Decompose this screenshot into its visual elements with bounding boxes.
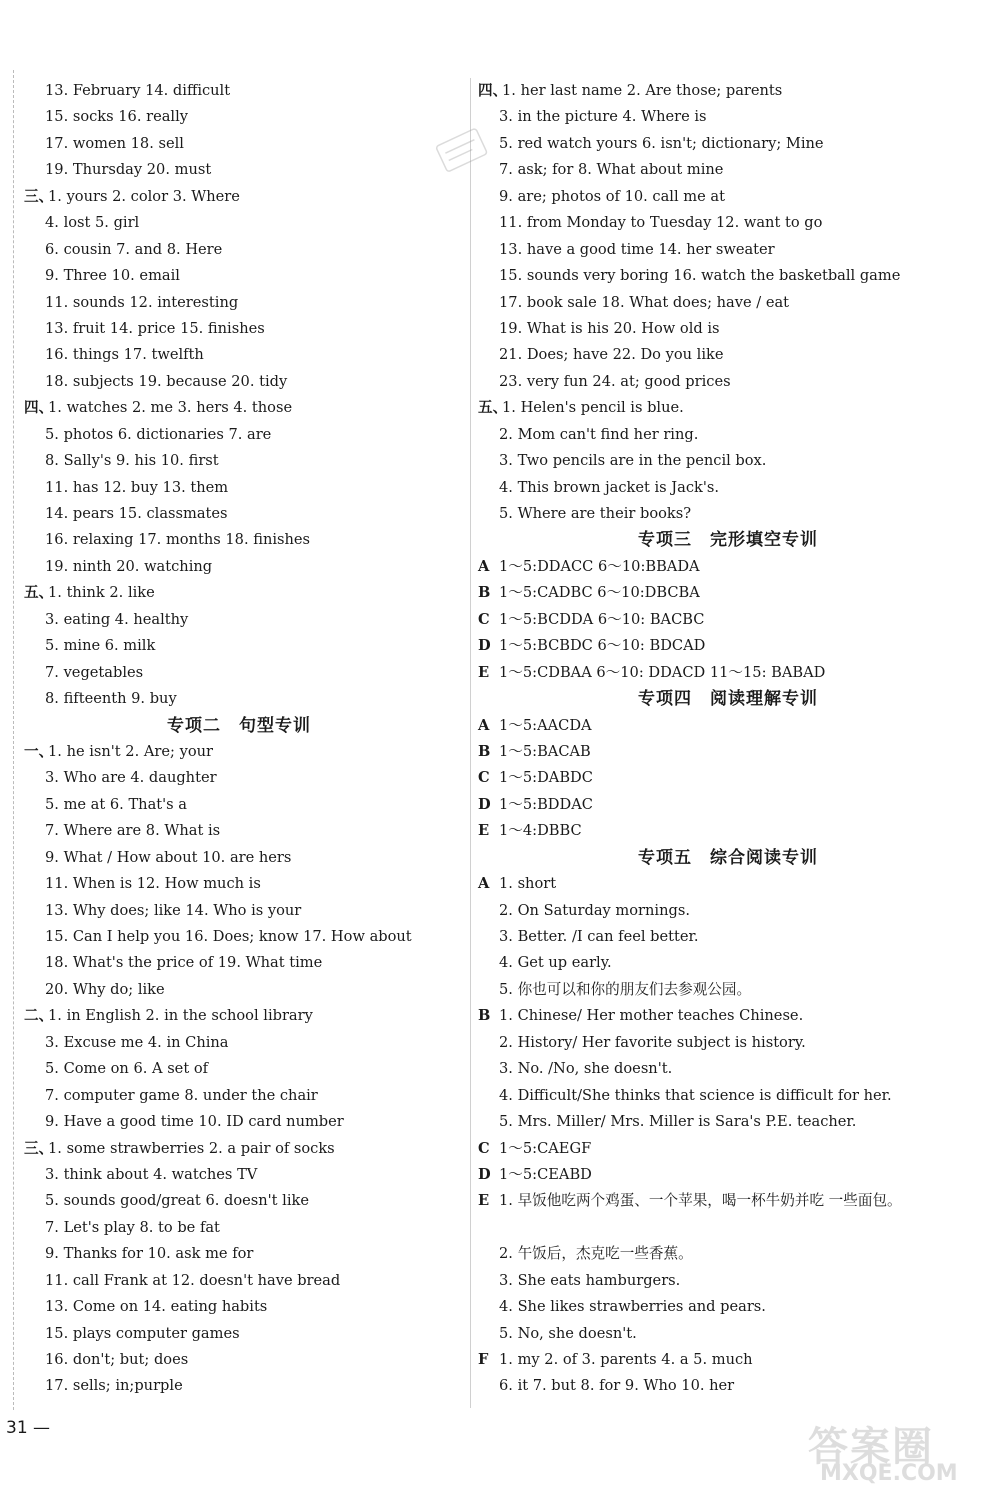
answer-line <box>478 765 978 791</box>
question-group-label: B <box>478 742 491 760</box>
question-group-label: F <box>478 1351 489 1369</box>
answer-text: 13. February 14. difficult <box>45 82 231 99</box>
answer-line <box>24 131 454 157</box>
answer-line <box>24 580 454 606</box>
answer-line <box>24 792 454 818</box>
answer-line <box>478 316 978 342</box>
answer-text: 21. Does; have 22. Do you like <box>499 346 724 364</box>
question-group-label: C <box>478 1139 490 1157</box>
answer-text: 11. When is 12. How much is <box>45 875 261 893</box>
answer-line <box>24 818 454 844</box>
right-column <box>478 78 978 1400</box>
answer-text: 1～5:BCBDC 6～10: BDCAD <box>499 637 706 655</box>
answer-text: 9. What / How about 10. are hers <box>45 848 292 866</box>
answer-line <box>24 686 454 712</box>
question-group-label: D <box>478 795 491 813</box>
answer-line <box>478 871 978 897</box>
answer-line <box>24 924 454 950</box>
answer-text: 1. think 2. like <box>48 584 155 602</box>
column-divider <box>470 78 471 1408</box>
answer-line <box>478 580 978 606</box>
answer-text: 15. socks 16. really <box>45 108 189 126</box>
answer-text: 1. watches 2. me 3. hers 4. those <box>48 399 293 417</box>
answer-line <box>24 633 454 659</box>
answer-text: 16. don't; but; does <box>45 1351 189 1368</box>
answer-text: 13. fruit 14. price 15. finishes <box>45 319 265 337</box>
answer-line <box>478 1109 978 1135</box>
answer-text: 16. relaxing 17. months 18. finishes <box>45 531 311 549</box>
answer-text: 1. yours 2. color 3. Where <box>48 187 240 205</box>
answer-line <box>24 475 454 501</box>
answer-text: 17. women 18. sell <box>45 134 184 152</box>
answer-line <box>24 607 454 633</box>
answer-text: 18. subjects 19. because 20. tidy <box>45 372 288 390</box>
answer-line <box>24 422 454 448</box>
section-header-text: 专项三 完形填空专训 <box>638 530 818 551</box>
answer-text: 5. Come on 6. A set of <box>45 1060 209 1078</box>
answer-text: 18. What's the price of 19. What time <box>45 954 323 972</box>
answer-text: 5. Mrs. Miller/ Mrs. Miller is Sara's P.E. teacher. <box>499 1113 857 1131</box>
answer-text: 7. Let's play 8. to be fat <box>45 1218 220 1236</box>
answer-line <box>24 104 454 130</box>
answer-line <box>24 554 454 580</box>
answer-line <box>24 237 454 263</box>
answer-line <box>478 818 978 844</box>
answer-text: 1～5:AACDA <box>499 716 592 734</box>
answer-text: 7. ask; for 8. What about mine <box>499 161 724 179</box>
answer-text: 7. computer game 8. under the chair <box>45 1086 318 1104</box>
answer-line <box>478 1294 978 1320</box>
answer-text: 9. Thanks for 10. ask me for <box>45 1245 254 1263</box>
section-header <box>478 845 978 871</box>
answer-text: 13. Come on 14. eating habits <box>45 1298 268 1316</box>
answer-line <box>24 950 454 976</box>
answer-text: 7. vegetables <box>45 663 144 681</box>
answer-line <box>478 1347 978 1373</box>
answer-line <box>24 845 454 871</box>
answer-text: 4. She likes strawberries and pears. <box>499 1298 766 1316</box>
section-header-text: 专项二 句型专训 <box>167 715 311 736</box>
binding-margin-line <box>13 70 14 1410</box>
answer-text: 8. fifteenth 9. buy <box>45 690 177 708</box>
question-group-label: E <box>478 1192 490 1210</box>
answer-line <box>478 898 978 924</box>
answer-line <box>24 1373 454 1399</box>
answer-text: 1～5:CEABD <box>499 1165 592 1183</box>
question-group-label: 三、 <box>24 187 54 205</box>
answer-line <box>24 157 454 183</box>
answer-text: 3. Excuse me 4. in China <box>45 1033 229 1051</box>
answer-text: 1～5:BACAB <box>499 742 591 760</box>
question-group-label: A <box>478 557 490 575</box>
answer-line <box>24 898 454 924</box>
answer-line <box>24 660 454 686</box>
section-header-text: 专项五 综合阅读专训 <box>638 847 818 868</box>
question-group-label: B <box>478 1007 491 1025</box>
site-watermark <box>800 1415 990 1490</box>
answer-line <box>478 395 978 421</box>
question-group-label: D <box>478 637 491 655</box>
answer-line <box>478 1030 978 1056</box>
answer-text: 19. ninth 20. watching <box>45 557 213 575</box>
answer-text: 1～5:BDDAC <box>499 795 593 813</box>
answer-line <box>478 475 978 501</box>
answer-text: 9. Three 10. email <box>45 267 180 285</box>
answer-line <box>24 1109 454 1135</box>
answer-text: 19. Thursday 20. must <box>45 161 212 179</box>
answer-text: 11. call Frank at 12. doesn't have bread <box>45 1271 341 1289</box>
answer-line <box>478 210 978 236</box>
question-group-label: E <box>478 822 490 840</box>
answer-text: 5. 你也可以和你的朋友们去参观公园。 <box>499 980 752 998</box>
answer-line <box>478 1373 978 1399</box>
question-group-label: 四、 <box>24 399 54 417</box>
question-group-label: 二、 <box>24 1007 54 1025</box>
answer-text: 6. cousin 7. and 8. Here <box>45 240 223 258</box>
answer-text: 5. mine 6. milk <box>45 637 156 655</box>
answer-text: 1～5:CAEGF <box>499 1139 592 1157</box>
answer-line <box>478 78 978 104</box>
answer-line <box>478 263 978 289</box>
answer-text: 11. from Monday to Tuesday 12. want to go <box>499 214 823 232</box>
page-number: 31 — <box>6 1418 51 1438</box>
section-header-text: 专项四 阅读理解专训 <box>638 689 818 710</box>
answer-line <box>478 369 978 395</box>
answer-line <box>24 1003 454 1029</box>
answer-text: 9. Have a good time 10. ID card number <box>45 1113 344 1131</box>
left-column <box>24 78 454 1400</box>
answer-line <box>24 1347 454 1373</box>
answer-line <box>24 1241 454 1267</box>
answer-text: 3. She eats hamburgers. <box>499 1271 681 1289</box>
answer-line <box>24 342 454 368</box>
answer-text: 3. in the picture 4. Where is <box>499 108 707 126</box>
answer-line <box>478 104 978 130</box>
question-group-label: C <box>478 769 490 787</box>
answer-line <box>478 290 978 316</box>
answer-text: 4. Difficult/She thinks that science is difficult for her. <box>499 1086 892 1104</box>
answer-line <box>478 554 978 580</box>
answer-line <box>478 1162 978 1188</box>
section-header <box>478 527 978 553</box>
answer-text: 11. sounds 12. interesting <box>45 293 239 311</box>
answer-line <box>24 765 454 791</box>
question-group-label: 五、 <box>478 399 508 417</box>
answer-text: 14. pears 15. classmates <box>45 505 228 522</box>
answer-line <box>478 342 978 368</box>
answer-line <box>478 713 978 739</box>
question-group-label: 三、 <box>24 1139 54 1157</box>
answer-line <box>478 924 978 950</box>
question-group-label: E <box>478 663 490 681</box>
answer-line <box>478 448 978 474</box>
answer-line <box>478 1056 978 1082</box>
answer-text: 4. lost 5. girl <box>45 214 140 232</box>
answer-line <box>24 977 454 1003</box>
answer-line <box>478 157 978 183</box>
answer-text: 20. Why do; like <box>45 980 165 998</box>
answer-text: 23. very fun 24. at; good prices <box>499 372 731 390</box>
answer-text: 1. my 2. of 3. parents 4. a 5. much <box>499 1351 753 1369</box>
answer-line <box>478 1321 978 1347</box>
answer-text: 1. her last name 2. Are those; parents <box>502 82 783 99</box>
answer-line <box>478 950 978 976</box>
answer-text: 15. Can I help you 16. Does; know 17. How about <box>45 928 412 945</box>
answer-text: 5. me at 6. That's a <box>45 795 187 813</box>
answer-text: 1. short <box>499 875 557 893</box>
answer-line <box>24 527 454 553</box>
answer-text: 1～4:DBBC <box>499 822 582 840</box>
answer-line <box>24 739 454 765</box>
answer-text: 1. in English 2. in the school library <box>48 1007 313 1025</box>
answer-text: 6. it 7. but 8. for 9. Who 10. her <box>499 1377 735 1395</box>
answer-line <box>24 184 454 210</box>
answer-line <box>478 739 978 765</box>
answer-text: 4. This brown jacket is Jack's. <box>499 478 720 496</box>
answer-text: 11. has 12. buy 13. them <box>45 478 229 496</box>
watermark-logo-text: 答案圈 <box>808 1424 934 1470</box>
answer-text: 1. he isn't 2. Are; your <box>48 742 213 760</box>
answer-line <box>24 1136 454 1162</box>
answer-text: 3. think about 4. watches TV <box>45 1165 258 1183</box>
answer-text: 1～5:DABDC <box>499 769 593 787</box>
faint-stamp-mark <box>432 126 492 176</box>
answer-text: 7. Where are 8. What is <box>45 822 221 840</box>
answer-text: 16. things 17. twelfth <box>45 346 204 364</box>
answer-line <box>478 237 978 263</box>
answer-line <box>24 395 454 421</box>
answer-text: 15. plays computer games <box>45 1324 240 1342</box>
answer-line <box>24 1294 454 1320</box>
answer-text: 3. eating 4. healthy <box>45 610 189 628</box>
answer-line <box>24 871 454 897</box>
question-group-label: A <box>478 716 490 734</box>
answer-line <box>24 369 454 395</box>
section-header <box>478 686 978 712</box>
answer-line <box>24 1268 454 1294</box>
watermark-url: MXQE.COM <box>820 1461 958 1486</box>
answer-line <box>478 792 978 818</box>
answer-text: 1～5:CDBAA 6～10: DDACD 11～15: BABAD <box>499 663 826 681</box>
answer-text: 3. Better. /I can feel better. <box>499 928 699 945</box>
answer-text: 5. red watch yours 6. isn't; dictionary; Mine <box>499 134 824 152</box>
answer-text: 1. Helen's pencil is blue. <box>502 399 684 417</box>
answer-text: 5. No, she doesn't. <box>499 1324 637 1342</box>
answer-line <box>478 1188 978 1241</box>
answer-text: 1. Chinese/ Her mother teaches Chinese. <box>499 1007 804 1025</box>
answer-text: 5. photos 6. dictionaries 7. are <box>45 425 272 443</box>
answer-line <box>478 131 978 157</box>
answer-text: 1. some strawberries 2. a pair of socks <box>48 1139 335 1157</box>
answer-line <box>24 263 454 289</box>
answer-text: 13. Why does; like 14. Who is your <box>45 901 302 919</box>
answer-line <box>478 1241 978 1267</box>
answer-text: 2. 午饭后，杰克吃一些香蕉。 <box>499 1245 693 1263</box>
answer-line <box>24 290 454 316</box>
answer-line <box>478 1268 978 1294</box>
question-group-label: B <box>478 584 491 602</box>
answer-text: 8. Sally's 9. his 10. first <box>45 452 219 470</box>
answer-text: 1～5:DDACC 6～10:BBADA <box>499 557 700 575</box>
answer-line <box>24 448 454 474</box>
answer-line <box>478 633 978 659</box>
answer-text: 5. sounds good/great 6. doesn't like <box>45 1192 309 1210</box>
answer-text: 5. Where are their books? <box>499 505 692 522</box>
answer-text: 4. Get up early. <box>499 954 612 972</box>
question-group-label: D <box>478 1165 491 1183</box>
answer-line <box>478 422 978 448</box>
answer-line <box>478 1003 978 1029</box>
answer-text: 13. have a good time 14. her sweater <box>499 240 775 258</box>
question-group-label: A <box>478 875 490 893</box>
question-group-label: 一、 <box>24 742 54 760</box>
answer-text: 3. Who are 4. daughter <box>45 769 217 787</box>
answer-line <box>478 607 978 633</box>
answer-text: 3. Two pencils are in the pencil box. <box>499 452 767 470</box>
answer-line <box>24 1030 454 1056</box>
answer-text: 19. What is his 20. How old is <box>499 319 720 337</box>
answer-text: 15. sounds very boring 16. watch the basketball game <box>499 267 901 285</box>
answer-line <box>478 660 978 686</box>
answer-line <box>478 1083 978 1109</box>
answer-text: 3. No. /No, she doesn't. <box>499 1060 673 1078</box>
answer-line <box>24 1321 454 1347</box>
answer-text: 2. History/ Her favorite subject is history. <box>499 1033 806 1051</box>
question-group-label: 五、 <box>24 584 54 602</box>
answer-line <box>478 977 978 1003</box>
answer-text: 1～5:BCDDA 6～10: BACBC <box>499 610 705 628</box>
answer-line <box>24 1083 454 1109</box>
answer-line <box>24 78 454 104</box>
answer-line <box>24 316 454 342</box>
answer-line <box>24 1188 454 1214</box>
answer-text: 17. book sale 18. What does; have / eat <box>499 293 790 311</box>
answer-text: 2. Mom can't find her ring. <box>499 425 699 443</box>
answer-line <box>24 1215 454 1241</box>
answer-text: 17. sells; in;purple <box>45 1377 183 1395</box>
answer-text: 2. On Saturday mornings. <box>499 901 690 919</box>
answer-text: 9. are; photos of 10. call me at <box>499 187 725 205</box>
answer-text: 1. 早饭他吃两个鸡蛋、一个苹果，喝一杯牛奶并吃 一些面包。 <box>499 1192 902 1210</box>
question-group-label: 四、 <box>478 82 508 99</box>
answer-line <box>24 501 454 527</box>
answer-line <box>24 1162 454 1188</box>
answer-line <box>478 184 978 210</box>
answer-line <box>478 1136 978 1162</box>
answer-line <box>24 1056 454 1082</box>
section-header <box>24 713 454 739</box>
answer-text: 1～5:CADBC 6～10:DBCBA <box>499 584 700 602</box>
answer-line <box>24 210 454 236</box>
answer-line <box>478 501 978 527</box>
question-group-label: C <box>478 610 490 628</box>
